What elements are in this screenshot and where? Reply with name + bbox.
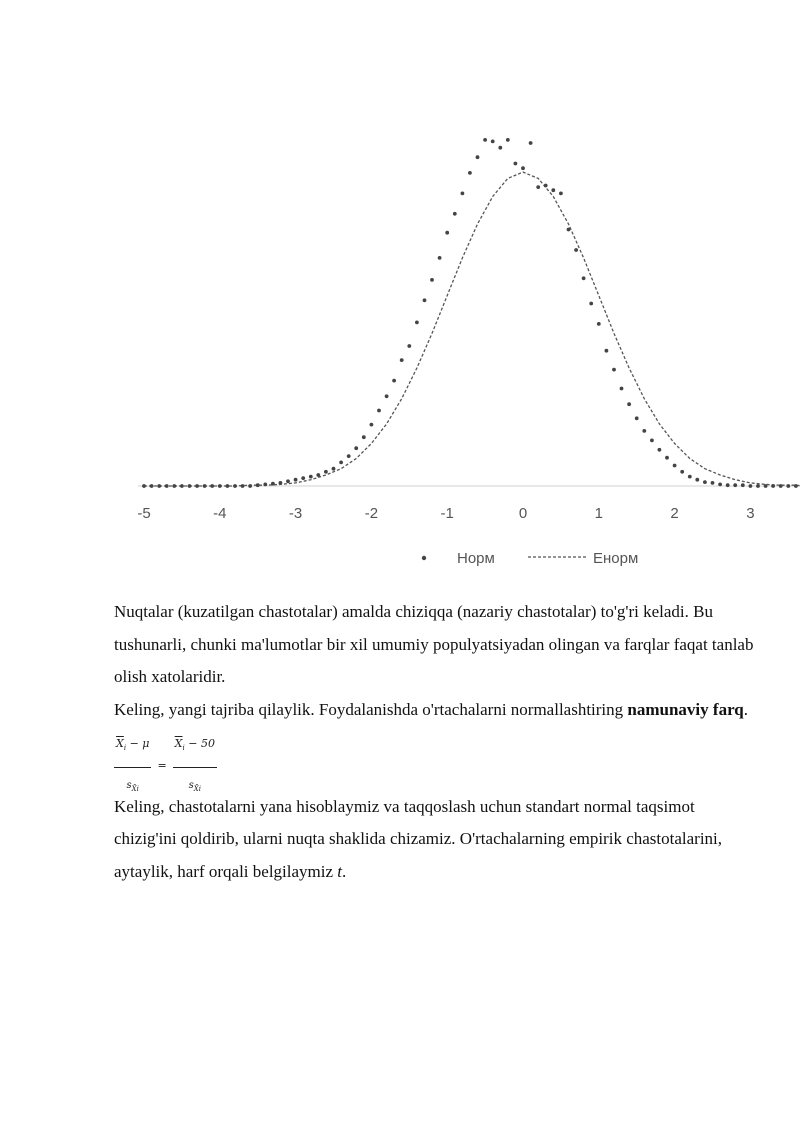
data-point <box>150 484 154 488</box>
data-point <box>400 358 404 362</box>
para3-text: Keling, chastotalarni yana hisoblaymiz va taqqoslash uchun standart normal taqsimot chizig'ini qoldirib, ularni nuqta shaklida chizamiz. O'rtachalarning empirik chastotalarini, aytaylik, harf orqali belgilaymiz <box>114 796 723 881</box>
formula-right-rest: − 50 <box>184 737 215 750</box>
data-point <box>567 228 571 232</box>
data-point <box>468 171 472 175</box>
data-point <box>279 481 283 485</box>
para2-text: Keling, yangi tajriba qilaylik. Foydalanishda o'rtachalarni normallashtiring <box>114 699 628 719</box>
data-point <box>377 409 381 413</box>
data-point <box>370 423 374 427</box>
x-tick-label: -4 <box>213 505 227 522</box>
data-point <box>582 276 586 280</box>
data-point <box>180 484 184 488</box>
data-point <box>551 188 555 192</box>
formula-left-sub: i <box>123 744 127 753</box>
data-point <box>157 484 161 488</box>
data-point <box>642 429 646 433</box>
formula-right-s: s <box>188 779 194 791</box>
data-point <box>271 482 275 486</box>
formula-right-xbar: $\overline{X}$ <box>174 737 183 750</box>
data-point <box>726 483 730 487</box>
data-point <box>347 454 351 458</box>
data-point <box>559 192 563 196</box>
data-point <box>688 475 692 479</box>
data-point <box>506 138 510 142</box>
data-point <box>339 461 343 465</box>
data-point <box>430 278 434 282</box>
data-point <box>286 479 290 483</box>
data-point <box>483 138 487 142</box>
series-line-enorm <box>144 172 800 486</box>
data-point <box>529 141 533 145</box>
data-point <box>605 349 609 353</box>
chart-svg <box>0 100 800 580</box>
data-point <box>718 483 722 487</box>
data-point <box>650 439 654 443</box>
data-point <box>233 484 237 488</box>
data-point <box>786 484 790 488</box>
paragraph-observed-vs-theoretical: Nuqtalar (kuzatilgan chastotalar) amalda chiziqqa (nazariy chastotalar) to'g'ri keladi. Bu tushunarli, chunki ma'lumotlar bir xil umumiy populyatsiyadan olingan va farqlar faqat tanlab olish xatolaridir. <box>114 602 754 686</box>
data-point <box>142 484 146 488</box>
x-tick-label: 3 <box>746 505 755 522</box>
italic-letter-t: t <box>337 861 343 881</box>
data-point <box>680 470 684 474</box>
data-point <box>195 484 199 488</box>
formula-right-sub: i <box>182 744 185 753</box>
data-point <box>309 475 313 479</box>
formula-left-s: s <box>126 779 132 791</box>
data-point <box>203 484 207 488</box>
data-point <box>589 302 593 306</box>
data-point <box>794 484 798 488</box>
data-point <box>461 192 465 196</box>
data-point <box>521 166 525 170</box>
para2-period: . <box>743 699 749 719</box>
legend-label-norm: Норм <box>457 550 495 567</box>
x-tick-label: -5 <box>137 505 151 522</box>
data-point <box>210 484 214 488</box>
formula-left-numerator <box>114 728 151 768</box>
data-point <box>263 483 267 487</box>
data-point <box>665 456 669 460</box>
data-point <box>415 321 419 325</box>
data-point <box>749 484 753 488</box>
data-point <box>354 446 358 450</box>
data-point <box>476 155 480 159</box>
data-point <box>188 484 192 488</box>
data-point <box>771 484 775 488</box>
x-tick-label: 1 <box>594 505 603 522</box>
data-point <box>741 483 745 487</box>
data-point <box>392 379 396 383</box>
data-point <box>612 368 616 372</box>
data-point <box>695 478 699 482</box>
normal-distribution-chart <box>0 100 800 580</box>
data-point <box>165 484 169 488</box>
legend-marker-norm <box>422 556 426 560</box>
data-point <box>673 464 677 468</box>
data-point <box>620 387 624 391</box>
data-point <box>172 484 176 488</box>
x-tick-label: 0 <box>518 505 528 522</box>
data-point <box>514 162 518 166</box>
x-tick-label: 2 <box>670 505 679 522</box>
formula-equals: = <box>157 759 167 773</box>
data-point <box>332 467 336 471</box>
data-point <box>362 435 366 439</box>
data-point <box>703 480 707 484</box>
data-point <box>498 146 502 150</box>
data-point <box>453 212 457 216</box>
para3-period: . <box>342 861 347 881</box>
data-point <box>423 298 427 302</box>
legend-label-enorm: Енорм <box>593 550 639 567</box>
paragraph-new-experiment <box>114 694 754 727</box>
bold-term: namunaviy farq <box>627 699 744 719</box>
data-point <box>407 344 411 348</box>
formula-left-rest: − μ <box>126 737 150 750</box>
formula-left-den-sub: X̄i <box>131 784 139 793</box>
data-point <box>756 484 760 488</box>
x-tick-label: -3 <box>288 505 303 522</box>
normalization-formula <box>114 737 217 793</box>
data-point <box>536 185 540 189</box>
data-point <box>438 256 442 260</box>
data-point <box>733 483 737 487</box>
data-point <box>764 484 768 488</box>
data-point <box>241 484 245 488</box>
body-text <box>114 596 754 888</box>
data-point <box>544 184 548 188</box>
data-point <box>779 484 783 488</box>
paragraph-plot-frequencies <box>114 791 754 889</box>
x-tick-label: -1 <box>440 505 454 522</box>
data-point <box>711 481 715 485</box>
data-point <box>445 231 449 235</box>
formula-right-numerator <box>173 728 217 768</box>
formula-left-xbar: $\overline{X}$ <box>116 737 124 750</box>
data-point <box>294 478 298 482</box>
data-point <box>627 402 631 406</box>
data-point <box>658 448 662 452</box>
data-point <box>316 473 320 477</box>
data-point <box>574 248 578 252</box>
data-point <box>248 484 252 488</box>
data-point <box>597 322 601 326</box>
data-point <box>635 416 639 420</box>
data-point <box>491 140 495 144</box>
formula-right-den-sub: X̄i <box>193 784 202 793</box>
data-point <box>226 484 230 488</box>
x-tick-label: -2 <box>364 505 379 522</box>
data-point <box>385 394 389 398</box>
data-point <box>324 470 328 474</box>
data-point <box>301 476 305 480</box>
data-point <box>256 483 260 487</box>
data-point <box>218 484 222 488</box>
